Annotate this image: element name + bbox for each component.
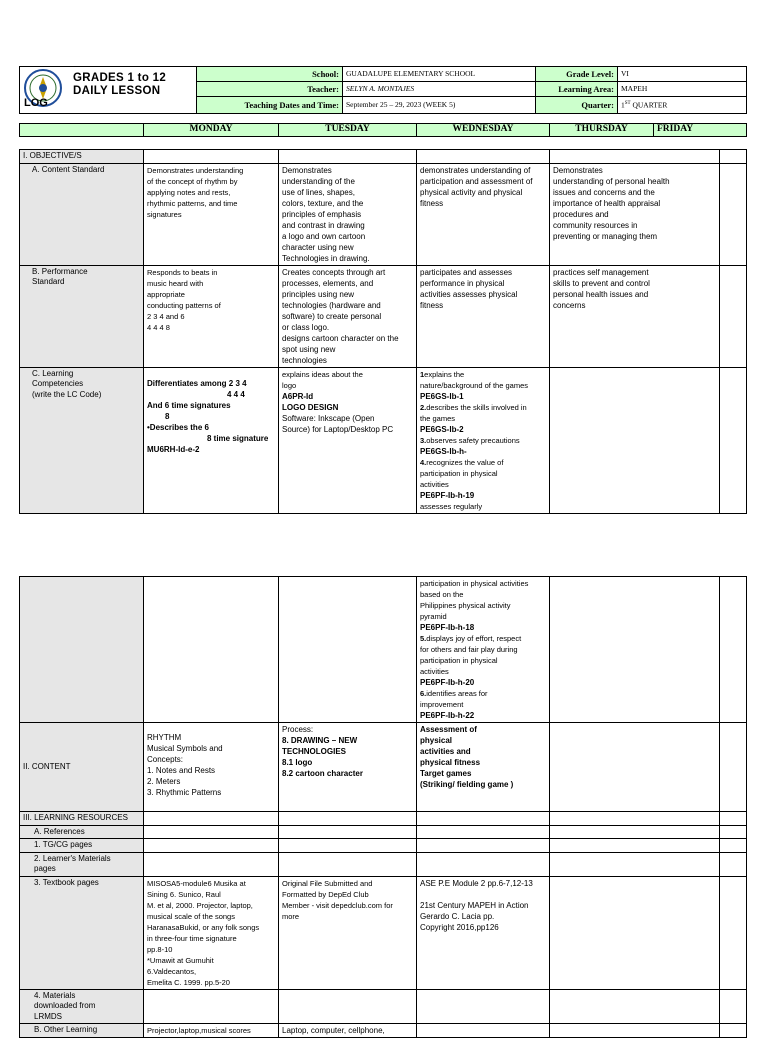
teacher-value: SELYN A. MONTAJES [343,82,536,97]
comp-tue-line3: A6PR-Id [282,391,314,401]
content-tuesday [279,723,417,812]
competencies-wednesday [417,367,550,513]
comp-tue-line4: LOGO DESIGN [282,402,339,412]
comp-tue-line2: logo [282,380,297,390]
comp-wed-3 [420,435,546,446]
comp-wed-2-text: describes the skills involved in the games [420,402,527,423]
content-label: II. CONTENT [20,723,144,812]
cont-wed-6-text: identifies areas for improvement [420,689,488,709]
other-resources-monday: Projector,laptop,musical scores [144,1024,279,1038]
cont-wed-5-code: PE6PF-Ib-h-20 [420,678,475,687]
content-standard-monday: Demonstrates understanding of the concept of rhythm by applying notes and rests, rhythmic patterns, and time signatures [144,163,279,265]
quarter-value [618,97,747,114]
comp-mon-line7: MU6RH-Id-e-2 [147,444,200,454]
comp-tue-line1: explains ideas about the [282,369,363,379]
cont-wed-a: participation in physical activities based on the Philippines physical activity pyramid [420,579,529,621]
tg-label: 1. TG/CG pages [20,839,144,853]
comp-wed-4-num: 4. [420,457,427,467]
title-line-3: LOG [24,97,48,109]
comp-mon-line1: Differentiates among 2 3 4 [147,378,247,388]
performance-standard-label: B. Performance Standard [20,265,144,367]
competencies-monday [144,367,279,513]
school-label: School: [197,67,343,82]
quarter-num: 1 [621,100,625,110]
objectives-title: I. OBJECTIVE/S [20,150,144,164]
title-line-1: GRADES 1 to 12 [73,72,167,84]
comp-wed-1-code: PE6GS-Ib-1 [420,391,464,401]
performance-standard-wednesday: participates and assesses performance in physical activities assesses physical fitness [417,265,550,367]
area-value: MAPEH [618,82,747,97]
comp-wed-1-num: 1 [420,369,425,379]
comp-mon-line3: And 6 time signatures [147,400,231,410]
comp-wed-3-num: 3. [420,435,427,445]
lm-label: 2. Learner's Materials pages [20,852,144,876]
grade-label: Grade Level: [536,67,618,82]
other-resources-label: B. Other Learning [20,1024,144,1038]
comp-wed-1-text: explains the nature/background of the games [420,369,528,390]
comp-wed-3-text: observes safety precautions [426,435,520,445]
day-monday: MONDAY [144,124,279,137]
textbook-monday: MISOSA5-module6 Musika at Sining 6. Sunico, Raul M. et al, 2000. Projector, laptop, musical scale of the songs HaranasaBukid, or any folk songs in three-four time signature pp.8-10 *Umawit at Gumuhit 6.Valdecantos, Emelita C. 1999. pp.5-20 [144,876,279,989]
comp-tue-line5: Software: Inkscape (Open Source) for Laptop/Desktop PC [282,413,394,434]
resources-title: III. LEARNING RESOURCES [20,812,144,826]
quarter-label: Quarter: [536,97,618,114]
content-monday: RHYTHM Musical Symbols and Concepts: 1. Notes and Rests 2. Meters 3. Rhythmic Patterns [144,723,279,812]
content-wednesday: Assessment of physical activities and physical fitness Target games (Striking/ fielding game ) [417,723,550,812]
comp-mon-line6: 8 time signature [207,433,269,443]
day-header-blank [20,124,144,137]
comp-wed-5: assesses regularly [420,501,483,511]
content-standard-wednesday: demonstrates understanding of participation and assessment of physical activity and physical fitness [417,163,550,265]
cont-wed-6 [420,688,546,710]
dates-label: Teaching Dates and Time: [197,97,343,114]
cont-wed-5-text: displays joy of effort, respect for others and fair play during participation in physical activities [420,634,522,676]
day-header-row [19,123,747,137]
other-resources-tuesday: Laptop, computer, cellphone, [279,1024,417,1038]
cont-wed-5-num: 5. [420,634,427,643]
quarter-sup: ST [624,101,631,107]
comp-mon-line2: 4 4 4 [227,389,245,399]
performance-standard-tuesday: Creates concepts through art processes, elements, and principles using new technologies (hardware and software) to create personal or class logo. designs cartoon character on the spot using new technologies [279,265,417,367]
comp-wed-4 [420,457,546,490]
comp-wed-4-code: PE6PF-Ib-h-19 [420,490,475,500]
comp-mon-line5: •Describes the 6 [147,422,209,432]
content-tuesday-b: 8. DRAWING – NEW TECHNOLOGIES 8.1 logo 8.2 cartoon character [282,736,363,778]
competencies-label: C. Learning Competencies (write the LC Code) [20,367,144,513]
teacher-label: Teacher: [197,82,343,97]
title-line-2: DAILY LESSON [73,85,161,97]
textbook-wednesday: ASE P.E Module 2 pp.6-7,12-13 21st Century MAPEH in Action Gerardo C. Lacia pp. Copyright 2016,pp126 [417,876,550,989]
cont-wed-a-code: PE6PF-Ib-h-18 [420,623,475,632]
competencies-wednesday-continued [417,577,550,723]
page2-table [19,576,747,1038]
grade-value: VI [618,67,747,82]
textbook-tuesday: Original File Submitted and Formatted by DepEd Club Member - visit depedclub.com for more [279,876,417,989]
performance-standard-monday: Responds to beats in music heard with appropriate conducting patterns of 2 3 4 and 6 4 4 4 8 [144,265,279,367]
comp-wed-4-text: recognizes the value of participation in physical activities [420,457,504,489]
references-label: A. References [20,825,144,839]
day-wednesday: WEDNESDAY [417,124,550,137]
cont-wed-5 [420,633,546,677]
textbook-label: 3. Textbook pages [20,876,144,989]
content-standard-thursday: Demonstrates understanding of personal health issues and concerns and the importance of health appraisal procedures and community resources in preventing or managing them [550,163,720,265]
day-thursday: THURSDAY [550,124,654,137]
comp-wed-1 [420,369,546,391]
content-tuesday-a: Process: [282,725,314,734]
dates-value: September 25 – 29, 2023 (WEEK 5) [343,97,536,114]
header-info-table [19,66,747,114]
content-standard-label: A. Content Standard [20,163,144,265]
content-standard-tuesday: Demonstrates understanding of the use of lines, shapes, colors, texture, and the principles of emphasis and contrast in drawing a logo and own cartoon character using new Technologies in drawing. [279,163,417,265]
comp-mon-line4: 8 [165,411,170,421]
day-friday: FRIDAY [654,124,747,137]
comp-wed-3-code: PE6GS-Ib-h- [420,446,467,456]
objectives-table [19,149,747,514]
cont-wed-6-num: 6. [420,689,427,698]
comp-wed-2-num: 2. [420,402,427,412]
day-tuesday: TUESDAY [279,124,417,137]
performance-standard-thursday: practices self management skills to prevent and control personal health issues and concerns [550,265,720,367]
competencies-tuesday [279,367,417,513]
title-cell [20,67,197,114]
area-label: Learning Area: [536,82,618,97]
quarter-text: QUARTER [630,100,668,110]
school-value: GUADALUPE ELEMENTARY SCHOOL [343,67,536,82]
cont-wed-6-code: PE6PF-Ib-h-22 [420,711,475,720]
comp-wed-2 [420,402,546,424]
lrmds-label: 4. Materials downloaded from LRMDS [20,989,144,1024]
comp-wed-2-code: PE6GS-Ib-2 [420,424,464,434]
